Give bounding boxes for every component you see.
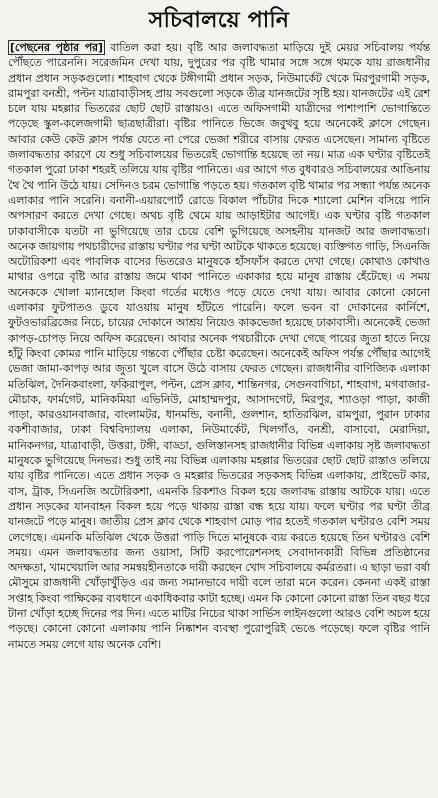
article-body-text: বাতিল করা হয়। বৃষ্টি আর জলাবদ্ধতা মাড়িয়ে দুই মেয়র সচিবালয় পর্যন্ত পৌঁছতে পারেননি। সরেজমিন দেখা যায়, দুপুরের পর বৃষ্টি থামার সঙ্গে সঙ্গে থমকে যায় রাজধানীর প্রধান প্রধান সড়কগুলো। শাহবাগ থেকে টঙ্গীগামী প্রধান সড়ক, নিউমার্কেট থেকে মিরপুরগামী সড়ক, রামপুরা বনশ্রী, পল্টন যাত্রাবাড়ীসহ প্রায় সবগুলো সড়কে তীব্র যানজটের সৃষ্টি হয়। যানজটের এই রেশ চলে যায় মহল্লার ভিতরের ছোট ছোট রাস্তায়ও। এতে অফিসগামী যাত্রীদের পাশাপাশি ভোগান্তিতে পড়েছে স্কুল-কলেজগামী ছাত্রছাত্রীরা। বৃষ্টির পানিতে ভিজে জবুথবু হয়ে অনেকেই ক্লাসে গেছেন। আবার কেউ কেউ ক্লাস পর্যন্ত যেতে না পেরে ভেজা শরীরে বাসায় ফেরত এসেছেন। সামান্য বৃষ্টিতে জলাবদ্ধতার কারণে যে শুধু সচিবালয়ের ভিতরেই ভোগান্তি হয়েছে তা নয়। মাত্র এক ঘণ্টার বৃষ্টিতেই গতকাল পুরো ঢাকা শহরই তলিয়ে যায় বৃষ্টির পানিতে। এর আগে গত বুধবারও সচিবালয়ের আঙিনায় থৈ থৈ পানি উঠে যায়। সেদিনও চরম ভোগান্তি পড়তে হয়। গতকাল বৃষ্টি থামার পর সন্ধ্যা পর্যন্ত অনেক এলাকার পানি সরেনি। বনানী-এয়ারপোর্ট রোডে বিকাল পাঁচটার দিকে শ্যালো মেশিন বসিয়ে পানি অপসারণ করতে দেখা গেছে। অথচ বৃষ্টি থেমে যায় আড়াইটার আগেই। এক ঘণ্টার বৃষ্টি গতকাল ঢাকাবাসীকে যতটা না ভুগিয়েছে তার চেয়ে বেশি ভুগিয়েছে অসহনীয় যানজট আর জলাবদ্ধতা। অনেক জায়গায় পথচারীদের রাস্তায় ঘণ্টার পর ঘণ্টা আটকে থাকতে হয়েছে। ব্যক্তিগত গাড়ি, সিএনজি অটোরিকশা এবং পাবলিক বাসের ভিতরেও মানুষকে হাঁসফাঁস করতে দেখা গেছে। কোথাও কোথাও মাথার ওপরে বৃষ্টি আর রাস্তায় জমে থাকা পানিতে একাকার হয়ে মানুষ রাস্তায় হেঁটেছে। এ সময় অনেককে খোলা ম্যানহোল কিংবা গর্তের মধ্যেও পড়ে যেতে দেখা যায়। আবার কোনো কোনো এলাকার ফুটপাতও ডুবে যাওয়ায় মানুষ হাঁটতে পারেনি। ফলে ভবন বা দোকানের কার্নিশে, ফুটওভারব্রিজের নিচে, চায়ের দোকানে আশ্রয় নিয়েও কাকভেজা হয়েছে ঢাকাবাসী। অনেকেই ভেজা কাপড়-চোপড় নিয়ে অফিস করেছেন। আবার অনেক পথচারীকে দেখা গেছে পায়ের জুতা হাতে নিয়ে হাঁটু কিংবা কোমর পানি মাড়িয়ে গন্তব্যে পৌঁছার চেষ্টা করেছেন। অনেকেই অফিস পর্যন্ত পৌঁছার আগেই ভেজা জামা-কাপড় আর জুতা খুলে বাসে উঠে বাসায় ফেরত গেছেন। রাজধানীর বাণিজ্যিক এলাকা মতিঝিল, দৈনিকবাংলা, ফকিরাপুল, পল্টন, প্রেস ক্লাব, শান্তিনগর, সেগুনবাগিচা, শাহবাগ, মগবাজার-মৌচাক, ফার্মগেট, মানিকমিয়া এভিনিউ, মোহাম্মদপুর, আসাদগেট, মিরপুর, শ্যাওড়া পাড়া, কাজী পাড়া, কারওয়ানবাজার, বাংলামটর, ধানমন্ডি, বনানী, গুলশান, হাতিরঝিল, রামপুরা, পুরান ঢাকার বকশীবাজার, ঢাকা বিশ্ববিদ্যালয় এলাকা, নিউমার্কেট, খিলগাঁও, বনশ্রী, বাসাবো, মেরাদিয়া, মানিকনগর, যাত্রাবাড়ী, উত্তরা, টঙ্গী, বাড্ডা, গুলিস্তানসহ রাজধানীর বিভিন্ন এলাকায় সৃষ্ট জলাবদ্ধতা মানুষকে ভুগিয়েছে দিনভর। শুধু তাই নয় বিভিন্ন এলাকায় মহল্লার ভিতরের ছোট ছোট রাস্তাও তলিয়ে যায় বৃষ্টির পানিতে। এতে প্রধান সড়ক ও মহল্লার ভিতরের সড়কসহ বিভিন্ন এলাকায়, প্রাইভেট কার, বাস, ট্রাক, সিএনজি অটোরিকশা, এমনকি রিকশাও বিকল হয়ে জলাবদ্ধ রাস্তায় আটকে যায়। এতে প্রধান সড়কের যানবাহন বিকল হয়ে পড়ে থাকায় রাস্তা বন্ধ হয়ে যায়। ফলে ঘণ্টার পর ঘণ্টা তীব্র যানজটে পড়ে মানুষ। জাতীয় প্রেস ক্লাব থেকে শাহবাগ মোড় পার হতেই গতকাল ঘণ্টারও বেশি সময় লেগেছে। এমনকি মতিঝিল থেকে উত্তরা পাড়ি দিতে মানুষকে ব্যয় করতে হয়েছে তিন ঘণ্টারও বেশি সময়। এমন জলাবদ্ধতার জন্য ওয়াসা, সিটি করপোরেশনসহ সেবাদানকারী বিভিন্ন প্রতিষ্ঠানের অদক্ষতা, খামখেয়ালি আর সমন্বয়হীনতাকে দায়ী করছেন খোদ সচিবালয়ে কর্মরতরা। এ ছাড়া ভরা বর্ষা মৌসুমে রাজধানী খোঁড়াখুঁড়িও এর জন্য সমানভাবে দায়ী বলে তারা মনে করেন। কেননা একই রাস্তা সপ্তাহ কিংবা পাক্ষিকের ব্যবধানে একাধিকবার কাটা হচ্ছে। এমন কি কোনো কোনো রাস্তা তিন বছর ধরে টানা খোঁড়া হচ্ছে দিনের পর দিন। এতে মাটির নিচের থাকা সার্ভিস লাইনগুলো আরও বেশি অচল হয়ে পড়ছে। কোনো কোনো এলাকায় পানি নিষ্কাশন ব্যবস্থা পুরোপুরিই ভেঙে পড়েছে। ফলে বৃষ্টির পানি নামতে সময় লেগে যায় অনেক বেশি। [8,41,431,651]
continuation-tag: [পেছনের পৃষ্ঠার পর] [10,41,103,54]
article-headline: সচিবালয়ে পানি [148,8,290,33]
article-body [8,40,430,652]
